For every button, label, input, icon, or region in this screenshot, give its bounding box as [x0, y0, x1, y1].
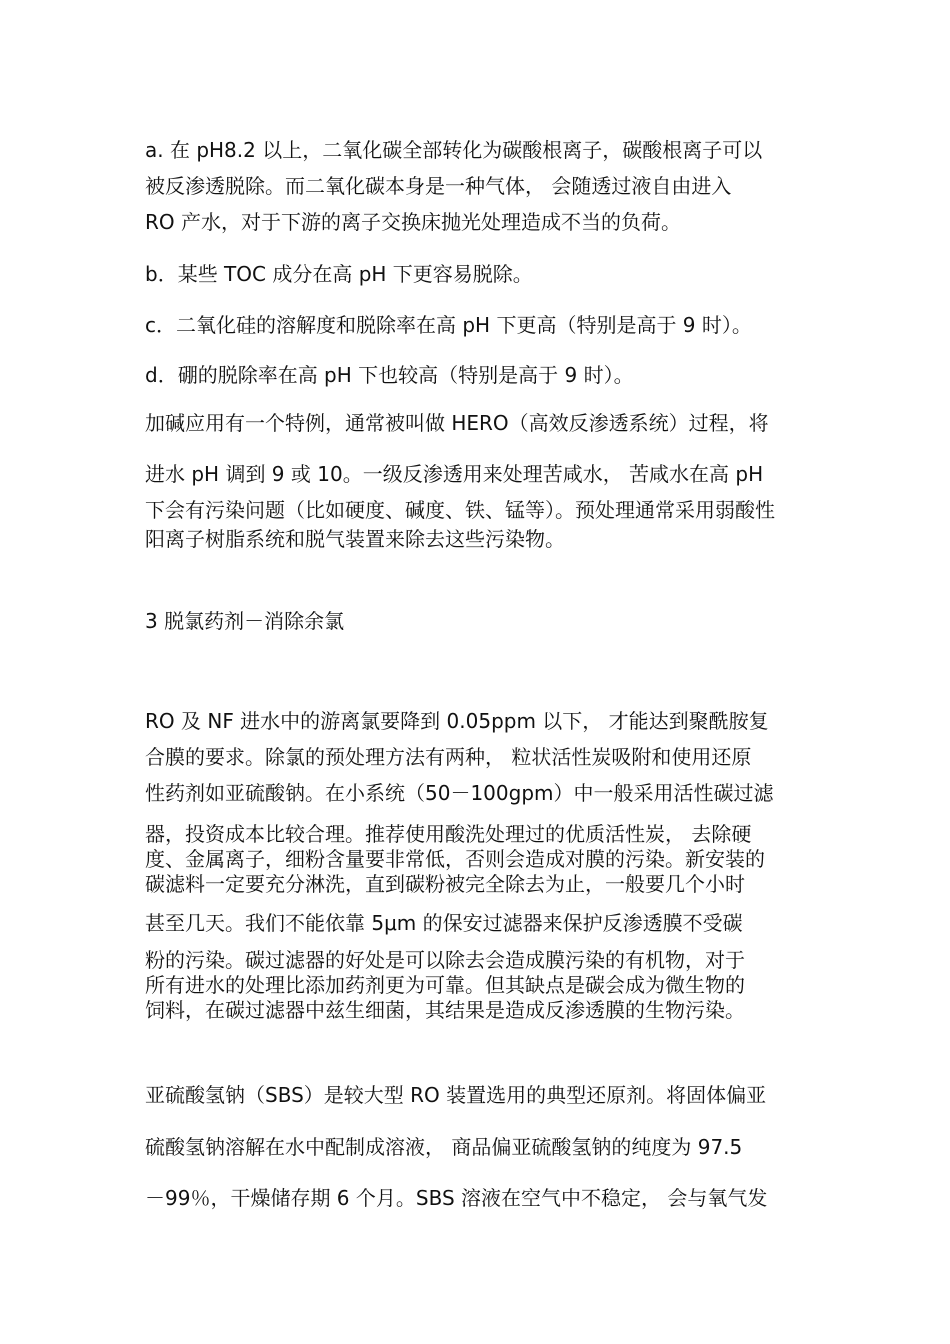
section-heading: 3 脱氯药剂－消除余氯: [145, 609, 345, 633]
text-line: 亚硫酸氢钠（SBS）是较大型 RO 装置选用的典型还原剂。将固体偏亚: [145, 1083, 767, 1107]
text-line: 阳离子树脂系统和脱气装置来除去这些污染物。: [145, 527, 565, 551]
text-line: 性药剂如亚硫酸钠。在小系统（50－100gpm）中一般采用活性碳过滤: [145, 781, 774, 805]
text-line: 加碱应用有一个特例，通常被叫做 HERO（高效反渗透系统）过程，将: [145, 411, 769, 435]
text-line: －99％，干燥储存期 6 个月。SBS 溶液在空气中不稳定， 会与氧气发: [145, 1186, 768, 1210]
text-line: 粉的污染。碳过滤器的好处是可以除去会造成膜污染的有机物，对于: [145, 948, 745, 972]
text-line: 硫酸氢钠溶解在水中配制成溶液， 商品偏亚硫酸氢钠的纯度为 97.5: [145, 1135, 743, 1159]
text-line: 下会有污染问题（比如硬度、碱度、铁、锰等）。预处理通常采用弱酸性: [145, 498, 775, 522]
text-line: a. 在 pH8.2 以上，二氧化碳全部转化为碳酸根离子，碳酸根离子可以: [145, 138, 763, 162]
text-line: c．二氧化硅的溶解度和脱除率在高 pH 下更高（特别是高于 9 时）。: [145, 313, 752, 337]
text-line: 碳滤料一定要充分淋洗，直到碳粉被完全除去为止，一般要几个小时: [145, 872, 745, 896]
text-line: 饲料，在碳过滤器中兹生细菌，其结果是造成反渗透膜的生物污染。: [145, 998, 745, 1022]
text-line: 度、金属离子，细粉含量要非常低，否则会造成对膜的污染。新安装的: [145, 847, 765, 871]
text-line: 甚至几天。我们不能依靠 5μm 的保安过滤器来保护反渗透膜不受碳: [145, 911, 743, 935]
text-line: 进水 pH 调到 9 或 10。一级反渗透用来处理苦咸水， 苦咸水在高 pH: [145, 462, 764, 486]
text-line: 合膜的要求。除氯的预处理方法有两种， 粒状活性炭吸附和使用还原: [145, 745, 752, 769]
text-line: 所有进水的处理比添加药剂更为可靠。但其缺点是碳会成为微生物的: [145, 973, 745, 997]
text-line: d．硼的脱除率在高 pH 下也较高（特别是高于 9 时）。: [145, 363, 634, 387]
text-line: RO 及 NF 进水中的游离氯要降到 0.05ppm 以下， 才能达到聚酰胺复: [145, 709, 769, 733]
text-line: 器，投资成本比较合理。推荐使用酸洗处理过的优质活性炭， 去除硬: [145, 822, 752, 846]
text-line: 被反渗透脱除。而二氧化碳本身是一种气体， 会随透过液自由进入: [145, 174, 732, 198]
text-line: RO 产水，对于下游的离子交换床抛光处理造成不当的负荷。: [145, 210, 681, 234]
text-line: b．某些 TOC 成分在高 pH 下更容易脱除。: [145, 262, 533, 286]
